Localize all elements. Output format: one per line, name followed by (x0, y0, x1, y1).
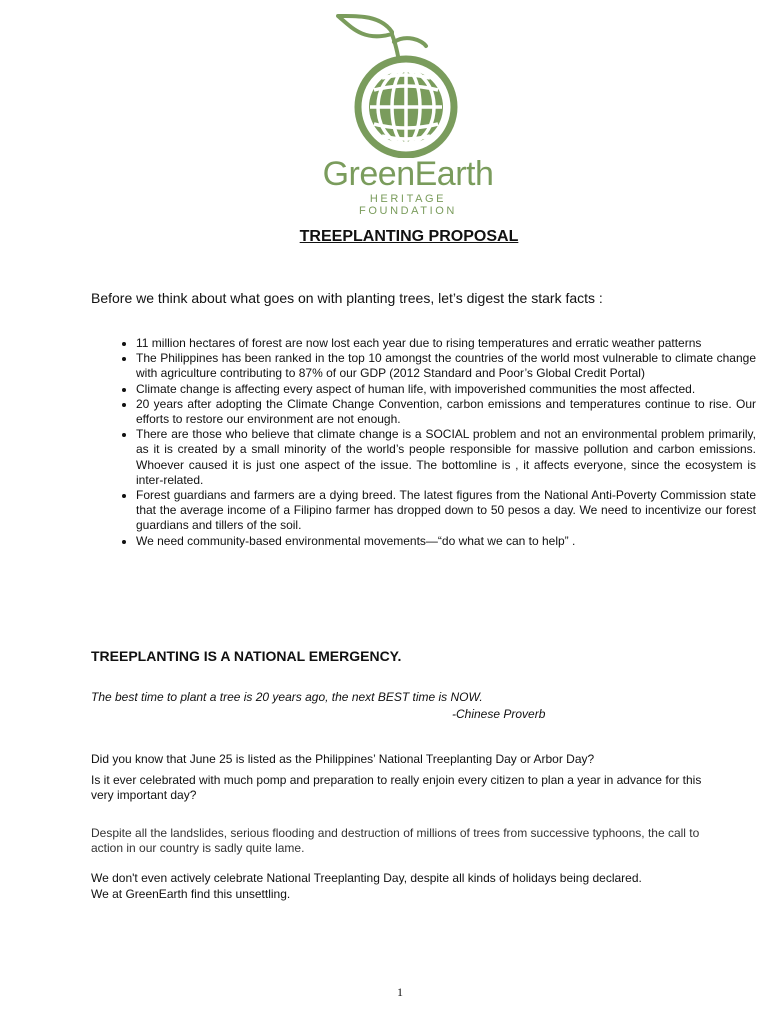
fact-item: • Climate change is affecting every aspect of human life, with impoverished communities the most affected. (136, 382, 756, 397)
paragraph: We don't even actively celebrate National Treeplanting Day, despite all kinds of holidays being declared. (91, 871, 642, 885)
proverb-quote: The best time to plant a tree is 20 years ago, the next BEST time is NOW. (91, 690, 483, 704)
fact-item: • 20 years after adopting the Climate Change Convention, carbon emissions and temperatures continue to rise. Our efforts to restore our environment are not enough. (136, 397, 756, 427)
fact-item: • We need community-based environmental movements—“do what we can to help” . (136, 534, 756, 549)
fact-item: • There are those who believe that climate change is a SOCIAL problem and not an environmental problem primarily, as it is created by a small minority of the world’s people responsible for massive pollution and carbon emissions. Whoever caused it is just one aspect of the issue. The bottomline is , it affects everyone, since the ecosystem is inter-related. (136, 427, 756, 488)
fact-item: • Forest guardians and farmers are a dying breed. The latest figures from the National Anti-Poverty Commission state that the average income of a Filipino farmer has dropped down to 50 pesos a day. We need to incentivize our forest guardians and tillers of the soil. (136, 488, 756, 534)
globe-apple-icon (334, 12, 482, 158)
paragraph: Did you know that June 25 is listed as the Philippines’ National Treeplanting Day or Arbor Day? (91, 752, 595, 766)
fact-item: • 11 million hectares of forest are now lost each year due to rising temperatures and erratic weather patterns (136, 336, 756, 351)
paragraph: We at GreenEarth find this unsettling. (91, 887, 291, 901)
document-title: TREEPLANTING PROPOSAL (299, 228, 519, 245)
proverb-source: -Chinese Proverb (452, 707, 546, 721)
logo-name: GreenEarth (322, 155, 494, 193)
paragraph: Is it ever celebrated with much pomp and preparation to really enjoin every citizen to plan a year in advance for this very important day? (91, 773, 702, 803)
intro-text: Before we think about what goes on with planting trees, let’s digest the stark facts : (91, 290, 603, 306)
fact-item: • The Philippines has been ranked in the top 10 amongst the countries of the world most vulnerable to climate change with agriculture contributing to 87% of our GDP (2012 Standard and Poor’s Global Credit Portal) (136, 351, 756, 381)
page-number: 1 (397, 985, 403, 999)
section-heading: TREEPLANTING IS A NATIONAL EMERGENCY. (91, 648, 402, 664)
facts-list (91, 336, 756, 549)
greenearth-logo (320, 12, 496, 217)
logo-subtitle: HERITAGE FOUNDATION (359, 193, 457, 217)
paragraph: Despite all the landslides, serious flooding and destruction of millions of trees from successive typhoons, the call to action in our country is sadly quite lame. (91, 826, 700, 856)
